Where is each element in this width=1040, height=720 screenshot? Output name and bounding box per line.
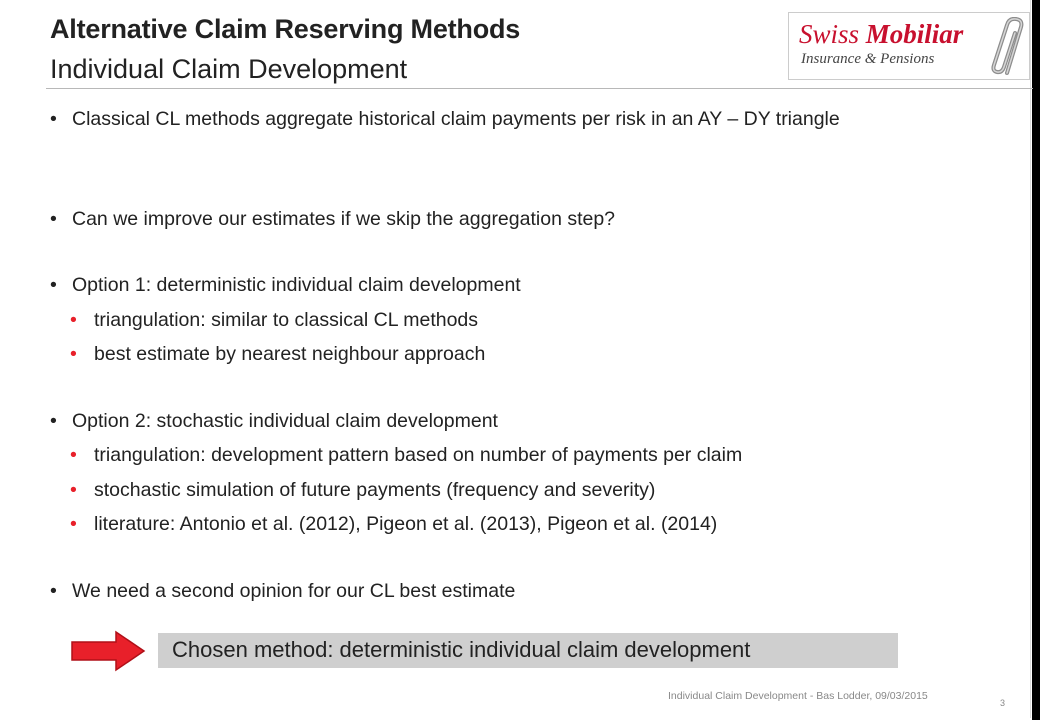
conclusion-box — [158, 633, 898, 668]
list-item: • Classical CL methods aggregate historical claim payments per risk in an AY – DY triangle — [50, 106, 912, 133]
logo-wordmark — [799, 19, 963, 50]
bullet-icon: • — [70, 309, 77, 331]
footer-text: Individual Claim Development - Bas Lodder, 09/03/2015 — [668, 690, 928, 702]
bullet-icon: • — [50, 580, 57, 602]
logo-brand-part1: Swiss — [799, 19, 866, 49]
paperclip-icon — [977, 17, 1029, 79]
list-item: • We need a second opinion for our CL best estimate — [50, 578, 912, 605]
bullet-icon: • — [70, 479, 77, 501]
logo-tagline: Insurance & Pensions — [801, 51, 935, 67]
bullet-icon: • — [70, 343, 77, 365]
list-subitem: • literature: Antonio et al. (2012), Pigeon et al. (2013), Pigeon et al. (2014) — [70, 511, 717, 538]
bullet-icon: • — [50, 108, 57, 130]
list-subitem: • best estimate by nearest neighbour approach — [70, 341, 485, 368]
conclusion-text: Chosen method: deterministic individual claim development — [172, 637, 751, 662]
list-item: • Can we improve our estimates if we skip the aggregation step? — [50, 206, 912, 233]
page-subtitle: Individual Claim Development — [50, 54, 408, 84]
logo-brand-part2: Mobiliar — [865, 19, 964, 49]
company-logo — [788, 12, 1030, 80]
bullet-icon: • — [70, 444, 77, 466]
list-subitem: • stochastic simulation of future payments (frequency and severity) — [70, 477, 655, 504]
bullet-icon: • — [70, 513, 77, 535]
page-title: Alternative Claim Reserving Methods — [50, 14, 521, 44]
list-item: • Option 1: deterministic individual claim development — [50, 272, 912, 299]
bullet-icon: • — [50, 410, 57, 432]
title-divider — [46, 88, 1033, 89]
window-edge-bar — [1032, 0, 1040, 720]
page-number: 3 — [1000, 698, 1006, 708]
right-arrow-icon — [70, 630, 148, 672]
bullet-icon: • — [50, 274, 57, 296]
list-item: • Option 2: stochastic individual claim development — [50, 408, 912, 435]
list-subitem: • triangulation: development pattern based on number of payments per claim — [70, 442, 742, 469]
list-subitem: • triangulation: similar to classical CL methods — [70, 307, 478, 334]
bullet-icon: • — [50, 208, 57, 230]
